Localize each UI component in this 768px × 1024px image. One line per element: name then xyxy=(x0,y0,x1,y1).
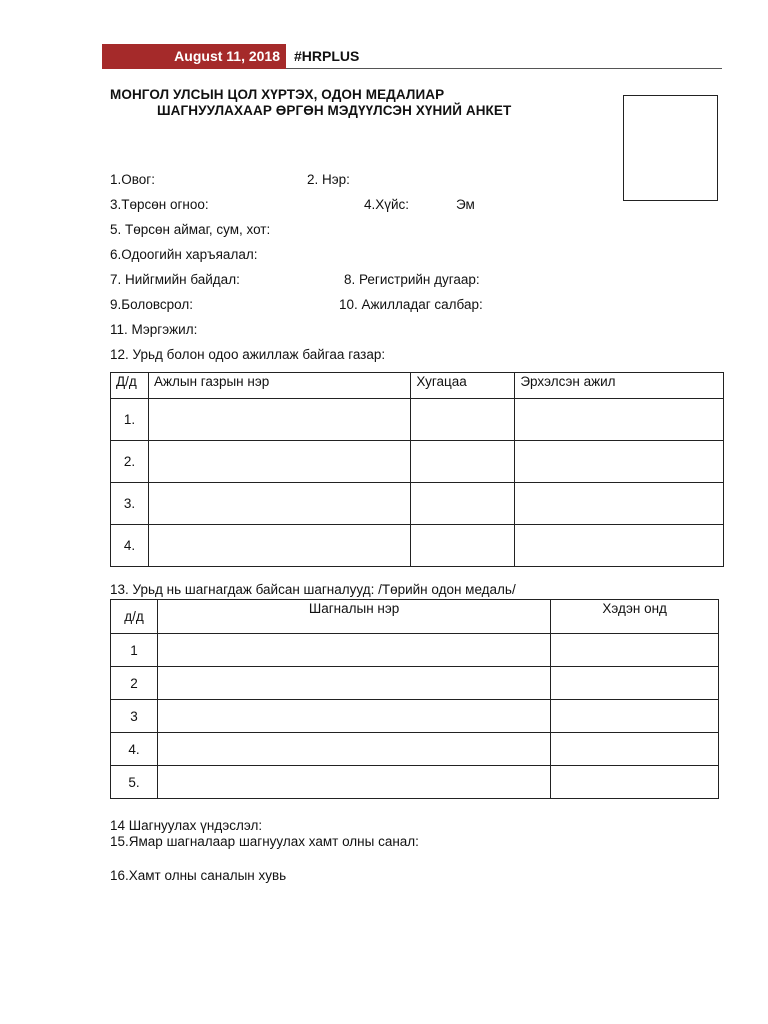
table-cell[interactable] xyxy=(551,667,719,700)
table-cell[interactable] xyxy=(157,766,550,799)
field-gender: 4.Хүйс: xyxy=(364,197,410,212)
field-register-number: 8. Регистрийн дугаар: xyxy=(344,272,480,287)
table-header-row xyxy=(111,373,724,399)
table-cell[interactable] xyxy=(157,667,550,700)
table-cell[interactable] xyxy=(411,441,515,483)
field-residence: 6.Одоогийн харъяалал: xyxy=(110,247,258,262)
field-birthdate: 3.Төрсөн огноо: xyxy=(110,197,209,212)
table-cell[interactable] xyxy=(411,525,515,567)
field-social-status: 7. Нийгмийн байдал: xyxy=(110,272,240,287)
table-header-cell: Эрхэлсэн ажил xyxy=(515,373,724,399)
table-row xyxy=(111,525,724,567)
table-row xyxy=(111,441,724,483)
row-number: 2 xyxy=(111,667,158,700)
table-row xyxy=(111,733,719,766)
table-cell[interactable] xyxy=(551,700,719,733)
table-cell[interactable] xyxy=(551,634,719,667)
table-cell[interactable] xyxy=(148,399,410,441)
table-header-cell: Хэдэн онд xyxy=(551,600,719,634)
row-number: 2. xyxy=(111,441,149,483)
table-cell[interactable] xyxy=(411,483,515,525)
table-cell[interactable] xyxy=(551,733,719,766)
row-number: 3 xyxy=(111,700,158,733)
row-number: 5. xyxy=(111,766,158,799)
field-sector: 10. Ажилладаг салбар: xyxy=(339,297,483,312)
table-row xyxy=(111,766,719,799)
table-cell[interactable] xyxy=(411,399,515,441)
table-cell[interactable] xyxy=(157,700,550,733)
photo-box xyxy=(623,95,718,201)
table-row xyxy=(111,700,719,733)
field-name: 2. Нэр: xyxy=(307,172,350,187)
header-date: August 11, 2018 xyxy=(102,44,286,69)
field-award-basis: 14 Шагнуулах үндэслэл: xyxy=(110,818,263,833)
row-number: 4. xyxy=(111,733,158,766)
table-header-cell: Шагналын нэр xyxy=(157,600,550,634)
awards-table xyxy=(110,599,719,799)
table-cell[interactable] xyxy=(515,441,724,483)
table-cell[interactable] xyxy=(148,441,410,483)
row-number: 4. xyxy=(111,525,149,567)
form-title-line2: ШАГНУУЛАХААР ӨРГӨН МЭДҮҮЛСЭН ХҮНИЙ АНКЕТ xyxy=(157,103,512,118)
table-cell[interactable] xyxy=(551,766,719,799)
table-cell[interactable] xyxy=(515,483,724,525)
field-workplaces: 12. Урьд болон одоо ажиллаж байгаа газар: xyxy=(110,347,386,362)
field-collective-proposal: 15.Ямар шагналаар шагнуулах хамт олны санал: xyxy=(110,834,419,849)
field-proposal-percentage: 16.Хамт олны саналын хувь xyxy=(110,868,287,883)
table-header-cell: Ажлын газрын нэр xyxy=(148,373,410,399)
table-cell[interactable] xyxy=(148,525,410,567)
table-row xyxy=(111,634,719,667)
field-birthplace: 5. Төрсөн аймаг, сум, хот: xyxy=(110,222,271,237)
table-cell[interactable] xyxy=(515,399,724,441)
table-cell[interactable] xyxy=(157,634,550,667)
table-header-cell: Д/д xyxy=(111,373,149,399)
row-number: 1 xyxy=(111,634,158,667)
table-cell[interactable] xyxy=(148,483,410,525)
table-row xyxy=(111,399,724,441)
field-awards: 13. Урьд нь шагнагдаж байсан шагналууд: /Төрийн одон медаль/ xyxy=(110,582,516,597)
table-header-cell: д/д xyxy=(111,600,158,634)
form-title-line1: МОНГОЛ УЛСЫН ЦОЛ ХҮРТЭХ, ОДОН МЕДАЛИАР xyxy=(110,87,445,102)
table-cell[interactable] xyxy=(157,733,550,766)
field-gender-value: Эм xyxy=(456,197,475,212)
table-cell[interactable] xyxy=(515,525,724,567)
field-profession: 11. Мэргэжил: xyxy=(110,322,198,337)
row-number: 1. xyxy=(111,399,149,441)
table-row xyxy=(111,483,724,525)
field-surname: 1.Овог: xyxy=(110,172,155,187)
table-row xyxy=(111,667,719,700)
header-tag: #HRPLUS xyxy=(294,48,360,64)
header-divider xyxy=(286,68,722,69)
table-header-cell: Хугацаа xyxy=(411,373,515,399)
table-header-row xyxy=(111,600,719,634)
field-education: 9.Боловсрол: xyxy=(110,297,193,312)
work-history-table xyxy=(110,372,724,567)
row-number: 3. xyxy=(111,483,149,525)
